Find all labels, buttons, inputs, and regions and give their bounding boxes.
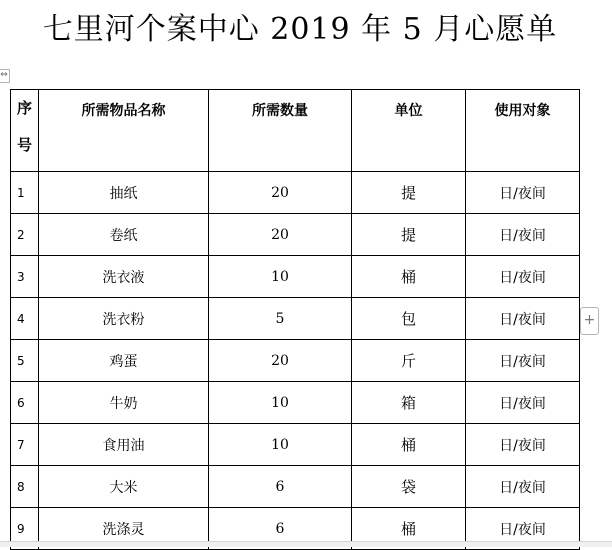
header-item-name: 所需物品名称 (39, 90, 209, 172)
table-move-handle-icon[interactable]: ⇔ (0, 69, 10, 83)
row-quantity[interactable]: 20 (209, 214, 352, 256)
row-item[interactable]: 卷纸 (39, 214, 209, 256)
row-item[interactable]: 洗涤灵 (39, 508, 209, 550)
row-unit[interactable]: 提 (352, 214, 466, 256)
table-row (11, 298, 580, 340)
row-target[interactable]: 日/夜间 (466, 508, 580, 550)
row-quantity[interactable]: 5 (209, 298, 352, 340)
row-quantity[interactable]: 10 (209, 382, 352, 424)
row-target[interactable]: 日/夜间 (466, 424, 580, 466)
row-quantity[interactable]: 10 (209, 424, 352, 466)
page-bottom-edge (0, 541, 612, 547)
row-unit[interactable]: 桶 (352, 508, 466, 550)
row-target[interactable]: 日/夜间 (466, 382, 580, 424)
header-seq-line2: 号 (16, 136, 32, 154)
row-target[interactable]: 日/夜间 (466, 466, 580, 508)
row-target[interactable]: 日/夜间 (466, 340, 580, 382)
header-unit: 单位 (352, 90, 466, 172)
row-item[interactable]: 食用油 (39, 424, 209, 466)
table-row (11, 214, 580, 256)
table-row (11, 172, 580, 214)
header-target: 使用对象 (466, 90, 580, 172)
page-title: 七里河个案中心 2019 年 5 月心愿单 (42, 12, 558, 47)
row-seq[interactable]: 3 (11, 256, 39, 298)
table-row (11, 256, 580, 298)
table-row (11, 382, 580, 424)
row-item[interactable]: 鸡蛋 (39, 340, 209, 382)
row-item[interactable]: 牛奶 (39, 382, 209, 424)
row-item[interactable]: 大米 (39, 466, 209, 508)
table-header-row (11, 90, 580, 172)
header-quantity: 所需数量 (209, 90, 352, 172)
row-unit[interactable]: 袋 (352, 466, 466, 508)
wish-list-table (10, 89, 580, 550)
row-unit[interactable]: 提 (352, 172, 466, 214)
row-target[interactable]: 日/夜间 (466, 298, 580, 340)
header-seq-line1: 序 (16, 99, 32, 117)
row-quantity[interactable]: 20 (209, 172, 352, 214)
row-quantity[interactable]: 6 (209, 508, 352, 550)
row-seq[interactable]: 7 (11, 424, 39, 466)
row-seq[interactable]: 1 (11, 172, 39, 214)
row-target[interactable]: 日/夜间 (466, 172, 580, 214)
row-quantity[interactable]: 10 (209, 256, 352, 298)
row-item[interactable]: 抽纸 (39, 172, 209, 214)
row-unit[interactable]: 桶 (352, 256, 466, 298)
table-row (11, 424, 580, 466)
row-unit[interactable]: 斤 (352, 340, 466, 382)
row-seq[interactable]: 4 (11, 298, 39, 340)
row-seq[interactable]: 2 (11, 214, 39, 256)
row-item[interactable]: 洗衣液 (39, 256, 209, 298)
row-quantity[interactable]: 20 (209, 340, 352, 382)
row-seq[interactable]: 8 (11, 466, 39, 508)
row-target[interactable]: 日/夜间 (466, 214, 580, 256)
row-target[interactable]: 日/夜间 (466, 256, 580, 298)
row-seq[interactable]: 9 (11, 508, 39, 550)
row-quantity[interactable]: 6 (209, 466, 352, 508)
row-seq[interactable]: 5 (11, 340, 39, 382)
table-row (11, 466, 580, 508)
row-item[interactable]: 洗衣粉 (39, 298, 209, 340)
header-seq (11, 90, 39, 172)
add-row-button[interactable]: + (580, 307, 599, 335)
row-seq[interactable]: 6 (11, 382, 39, 424)
row-unit[interactable]: 箱 (352, 382, 466, 424)
table-row (11, 340, 580, 382)
row-unit[interactable]: 包 (352, 298, 466, 340)
row-unit[interactable]: 桶 (352, 424, 466, 466)
